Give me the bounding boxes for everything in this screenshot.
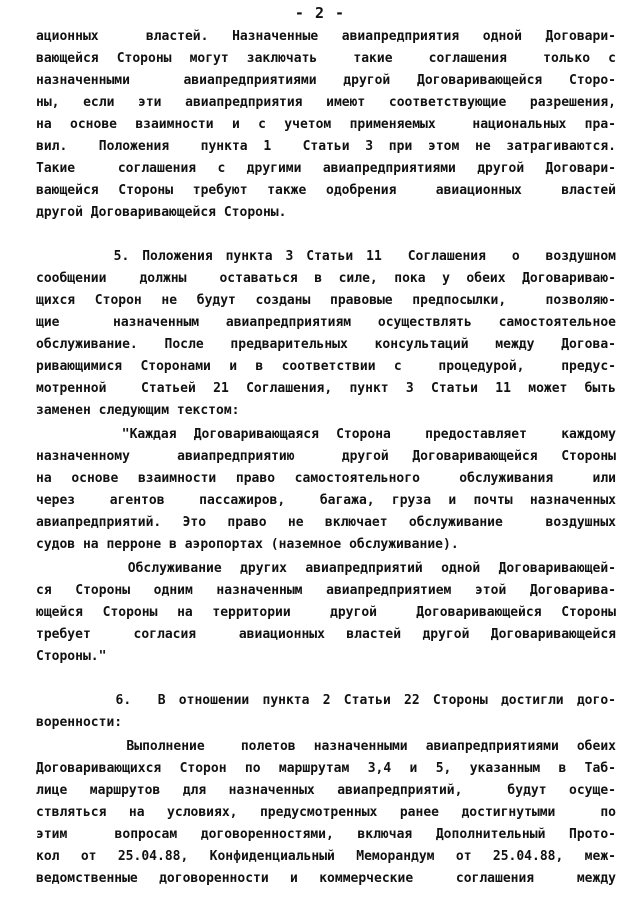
text-line: ствляться на условиях, предусмотренных ранее достигнутыми по [36,805,616,820]
text-line: мотренной Статьей 21 Соглашения, пункт 3 Статьи 11 может быть [36,381,616,396]
text-line: заменен следующим текстом: [36,403,240,418]
text-line: назначенному авиапредприятию другой Договаривающейся Стороны [36,449,616,464]
text-line: судов на перроне в аэропортах (наземное обслуживание). [36,537,459,552]
text-line: лице маршрутов для назначенных авиапредприятий, будут осуще- [36,783,616,798]
text-line: 5. Положения пункта 3 Статьи 11 Соглашения о воздушном [36,249,616,264]
text-line: ационных властей. Назначенные авиапредприятия одной Договари- [36,29,616,44]
page-number: - 2 - [294,4,346,22]
text-line: щихся Сторон не будут созданы правовые предпосылки, позволяю- [36,293,616,308]
text-line: кол от 25.04.88, Конфиденциальный Меморандум от 25.04.88, меж- [36,849,616,864]
text-line: ся Стороны одним назначенным авиапредприятием этой Договарива- [36,583,616,598]
text-line: Стороны." [36,649,107,664]
text-line: на основе взаимности и с учетом применяемых национальных пра- [36,117,616,132]
text-line: вающейся Стороны требуют также одобрения авиационных властей [36,183,616,198]
text-line: вающейся Стороны могут заключать такие соглашения только с [36,51,616,66]
text-line: ведомственные договоренности и коммерческие соглашения между [36,871,616,886]
text-line: Договаривающихся Сторон по маршрутам 3,4 и 5, указанным в Таб- [36,761,616,776]
text-line: через агентов пассажиров, багажа, груза и почты назначенных [36,493,616,508]
text-line: ны, если эти авиапредприятия имеют соответствующие разрешения, [36,95,616,110]
text-line: обслуживание. После предварительных консультаций между Догова- [36,337,616,352]
text-line: этим вопросам договоренностями, включая Дополнительный Прото- [36,827,616,842]
text-line: другой Договаривающейся Стороны. [36,205,287,220]
text-line: "Каждая Договаривающаяся Сторона предоставляет каждому [36,427,616,442]
text-line: сообщении должны оставаться в силе, пока у обеих Договариваю- [36,271,616,286]
text-line: на основе взаимности право самостоятельного обслуживания или [36,471,616,486]
text-line: требует согласия авиационных властей другой Договаривающейся [36,627,616,642]
text-line: Такие соглашения с другими авиапредприятиями другой Договари- [36,161,616,176]
text-line: ющейся Стороны на территории другой Договаривающейся Стороны [36,605,616,620]
text-line: воренности: [36,715,123,730]
text-line: щие назначенным авиапредприятиям осуществлять самостоятельное [36,315,616,330]
text-line: назначенными авиапредприятиями другой Договаривающейся Сторо- [36,73,616,88]
text-line: 6. В отношении пункта 2 Статьи 22 Стороны достигли дого- [36,693,616,708]
text-line: авиапредприятий. Это право не включает обслуживание воздушных [36,515,616,530]
text-line: Обслуживание других авиапредприятий одной Договаривающей- [36,561,616,576]
text-line: Выполнение полетов назначенными авиапредприятиями обеих [36,739,616,754]
text-line: ривающимися Сторонами и в соответствии с процедурой, предус- [36,359,616,374]
text-line: вил. Положения пункта 1 Статьи 3 при этом не затрагиваются. [36,139,616,154]
